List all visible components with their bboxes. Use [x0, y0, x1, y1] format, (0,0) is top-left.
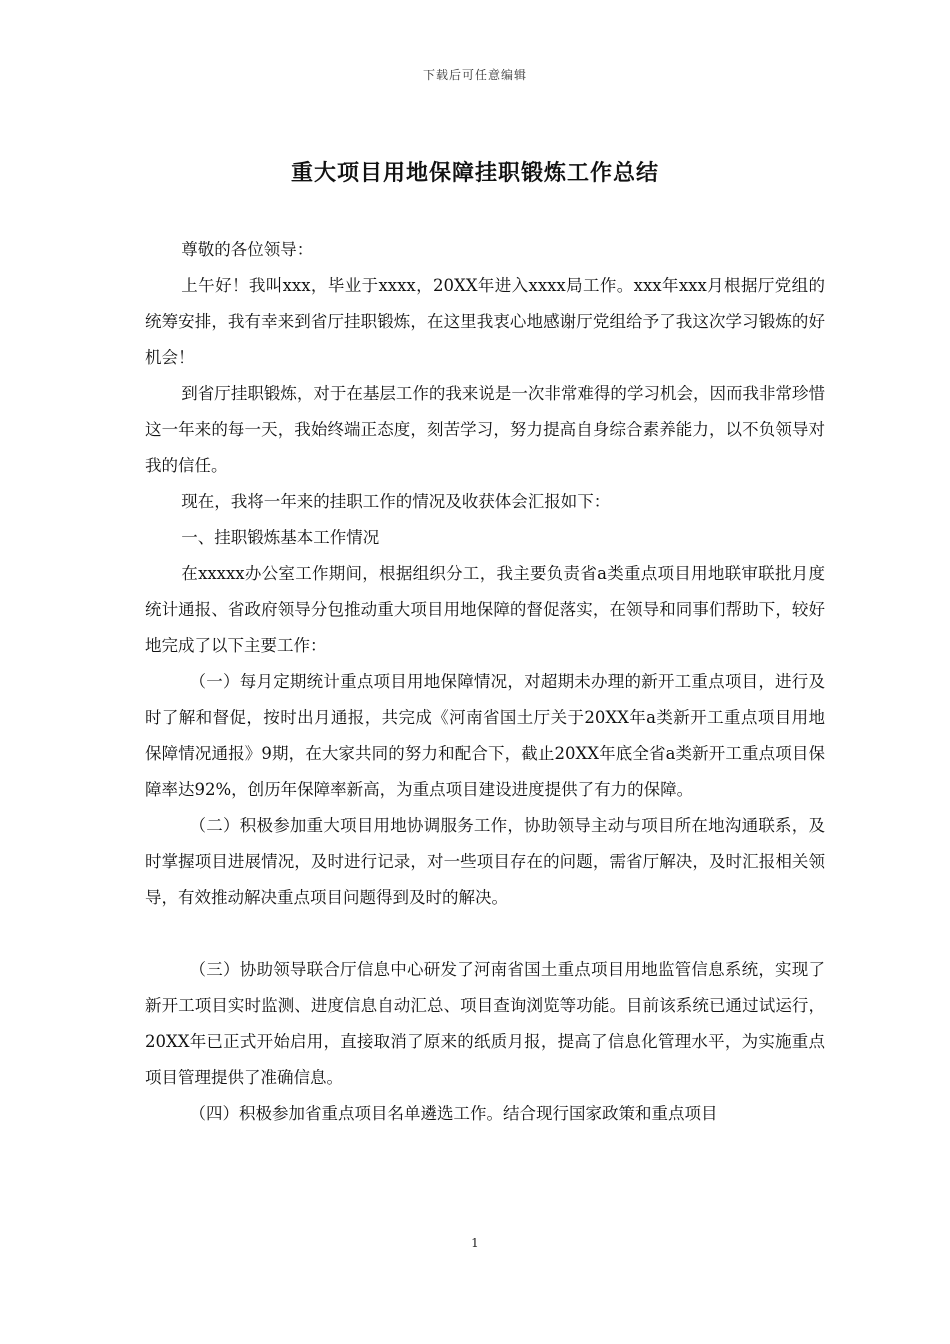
paragraph-item-3: （三）协助领导联合厅信息中心研发了河南省国土重点项目用地监管信息系统，实现了新开工项目实时监测、进度信息自动汇总、项目查询浏览等功能。目前该系统已通过试运行，20XX年已正式开始启用，直接取消了原来的纸质月报，提高了信息化管理水平，为实施重点项目管理提供了准确信息。 [145, 960, 825, 1087]
paragraph-item-2: （二）积极参加重大项目用地协调服务工作，协助领导主动与项目所在地沟通联系，及时掌握项目进展情况，及时进行记录，对一些项目存在的问题，需省厅解决，及时汇报相关领导，有效推动解决重点项目问题得到及时的解决。 [145, 816, 825, 907]
paragraph-item-1: （一）每月定期统计重点项目用地保障情况，对超期未办理的新开工重点项目，进行及时了解和督促，按时出月通报，共完成《河南省国土厅关于20XX年a类新开工重点项目用地保障情况通报》9期，在大家共同的努力和配合下，截止20XX年底全省a类新开工重点项目保障率达92%，创历年保障率新高，为重点项目建设进度提供了有力的保障。 [145, 672, 825, 799]
paragraph-report-intro: 现在，我将一年来的挂职工作的情况及收获体会汇报如下： [181, 492, 611, 511]
paragraph-salutation: 尊敬的各位领导： [181, 240, 314, 259]
document-title: 重大项目用地保障挂职锻炼工作总结 [290, 160, 659, 186]
paragraph-opportunity: 到省厅挂职锻炼，对于在基层工作的我来说是一次非常难得的学习机会，因而我非常珍惜这一年来的每一天，我始终端正态度，刻苦学习，努力提高自身综合素养能力，以不负领导对我的信任。 [145, 384, 825, 475]
page-number: 1 [471, 1236, 479, 1250]
paragraph-introduction: 上午好！我叫xxx，毕业于xxxx，20XX年进入xxxx局工作。xxx年xxx月根据厅党组的统筹安排，我有幸来到省厅挂职锻炼，在这里我衷心地感谢厅党组给予了我这次学习锻炼的好机会！ [145, 276, 825, 367]
document-body [145, 232, 825, 1132]
section-heading-1: 一、挂职锻炼基本工作情况 [181, 528, 380, 547]
header-note: 下载后可任意编辑 [422, 68, 527, 82]
paragraph-item-4: （四）积极参加省重点项目名单遴选工作。结合现行国家政策和重点项目 [189, 1104, 718, 1123]
paragraph-duties: 在xxxxx办公室工作期间，根据组织分工，我主要负责省a类重点项目用地联审联批月度统计通报、省政府领导分包推动重大项目用地保障的督促落实，在领导和同事们帮助下，较好地完成了以下主要工作： [145, 564, 825, 655]
